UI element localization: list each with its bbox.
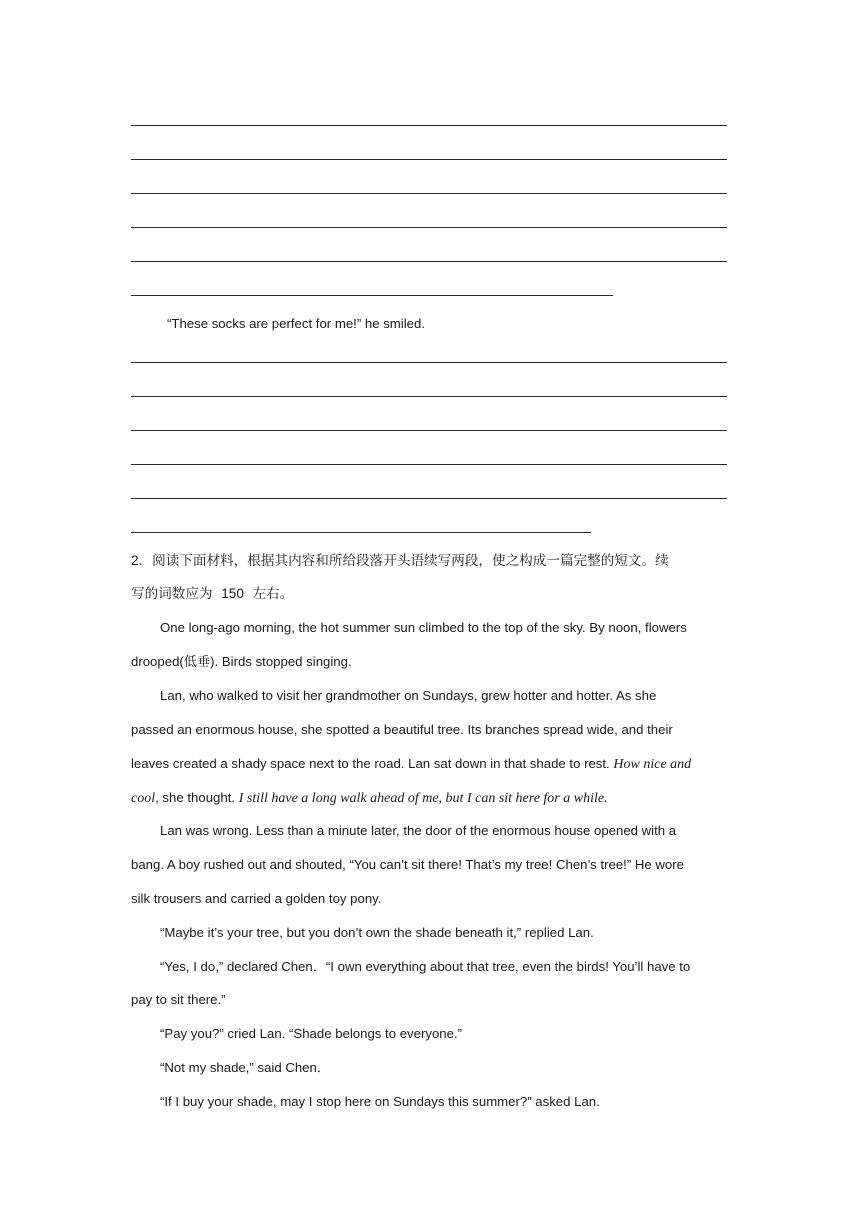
- italic-thought: cool: [131, 791, 156, 806]
- story-paragraph-line: “Yes, I do,” declared Chen．“I own everything about that tree, even the birds! You’ll have to: [160, 959, 691, 974]
- story-paragraph-line: passed an enormous house, she spotted a beautiful tree. Its branches spread wide, and their: [131, 722, 673, 737]
- story-paragraph-line: “If I buy your shade, may I stop here on Sundays this summer?” asked Lan.: [160, 1094, 600, 1109]
- writing-line: [131, 159, 727, 160]
- story-paragraph-line: pay to sit there.”: [131, 992, 226, 1007]
- story-paragraph-line: One long-ago morning, the hot summer sun climbed to the top of the sky. By noon, flowers: [160, 620, 687, 635]
- writing-line: [131, 227, 727, 228]
- story-paragraph-line: Lan, who walked to visit her grandmother on Sundays, grew hotter and hotter. As she: [160, 688, 657, 703]
- italic-thought: I still have a long walk ahead of me, but I can sit here for a while.: [238, 791, 608, 806]
- story-paragraph-line: “Pay you?” cried Lan. “Shade belongs to everyone.”: [160, 1026, 463, 1041]
- writing-line: [131, 125, 727, 126]
- writing-line-short: [131, 295, 613, 296]
- story-paragraph-line: Lan was wrong. Less than a minute later, the door of the enormous house opened with a: [160, 823, 677, 838]
- writing-line-short: [131, 532, 591, 533]
- question-instruction-cont: 写的词数应为 150 左右。: [131, 586, 294, 602]
- question-number: 2．: [131, 553, 153, 568]
- word-count: 150: [221, 586, 244, 601]
- italic-thought: How nice and: [613, 757, 692, 772]
- story-paragraph-line: drooped(低垂). Birds stopped singing.: [131, 654, 352, 669]
- writing-line: [131, 430, 727, 431]
- writing-line: [131, 362, 727, 363]
- story-paragraph-line: bang. A boy rushed out and shouted, “You can’t sit there! That’s my tree! Chen’s tree!” He wore: [131, 857, 684, 872]
- question-instruction: 2．阅读下面材料，根据其内容和所给段落开头语续写两段，使之构成一篇完整的短文。续: [131, 553, 669, 569]
- writing-line: [131, 193, 727, 194]
- writing-line: [131, 464, 727, 465]
- story-paragraph-line: “Not my shade,” said Chen．: [160, 1060, 331, 1075]
- writing-line: [131, 396, 727, 397]
- paragraph-opening-line: “These socks are perfect for me!” he smiled.: [167, 316, 425, 331]
- story-paragraph-line: cool, she thought. I still have a long walk ahead of me, but I can sit here for a while.: [131, 790, 608, 806]
- story-paragraph-line: “Maybe it’s your tree, but you don’t own the shade beneath it,” replied Lan.: [160, 925, 594, 940]
- story-paragraph-line: silk trousers and carried a golden toy pony.: [131, 891, 382, 906]
- writing-line: [131, 498, 727, 499]
- writing-line: [131, 261, 727, 262]
- story-paragraph-line: leaves created a shady space next to the road. Lan sat down in that shade to rest. How nice and: [131, 756, 692, 772]
